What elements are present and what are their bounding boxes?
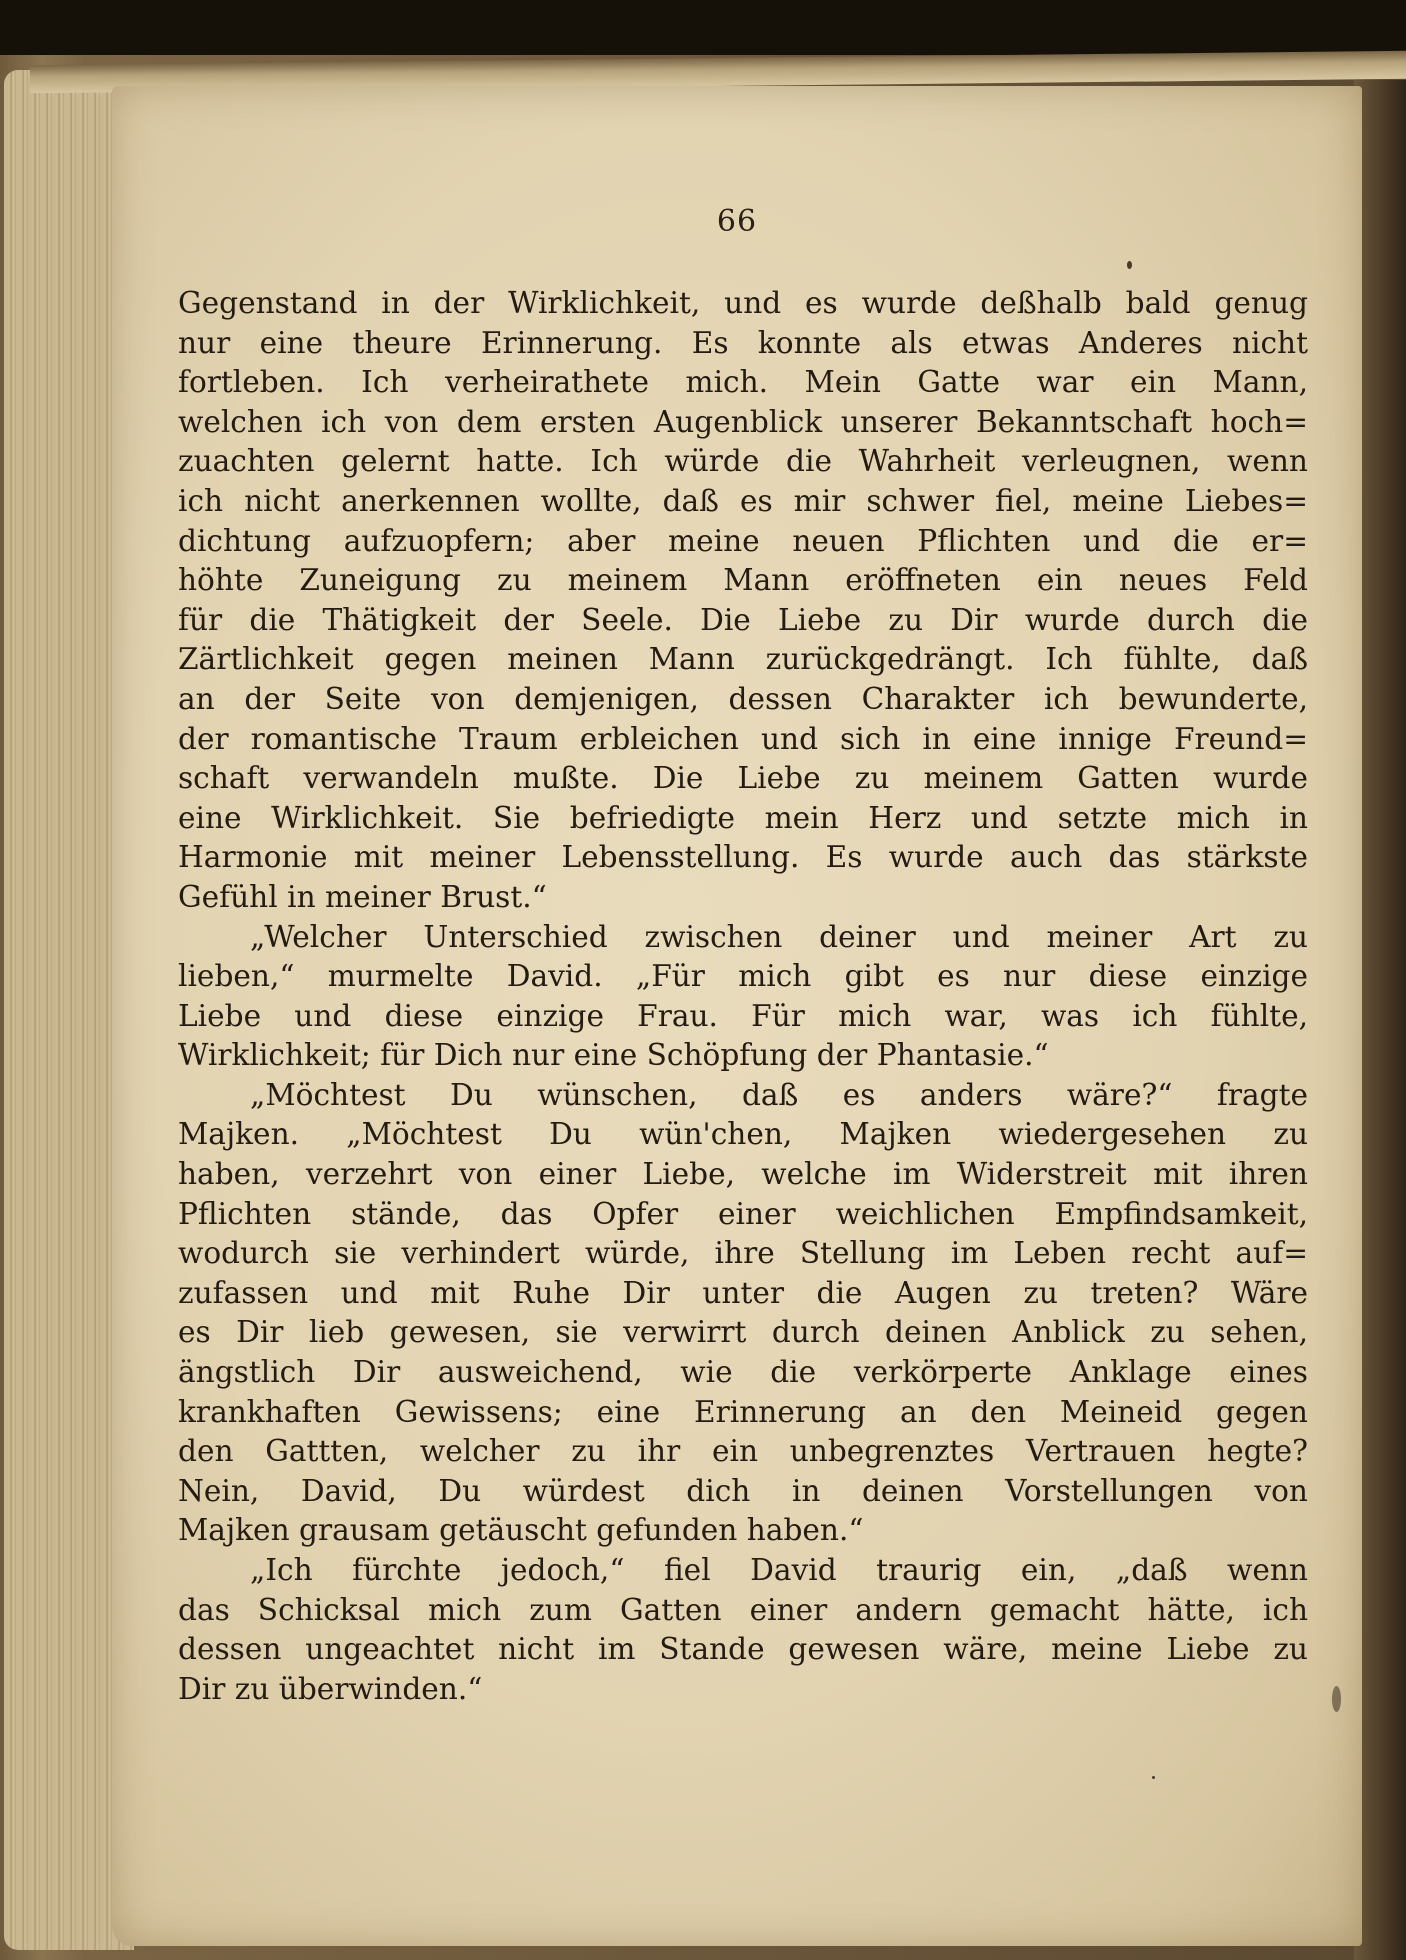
- text-line: ängstlich Dir ausweichend, wie die verkörperte Anklage eines: [178, 1355, 1308, 1390]
- text-line: Majken. „Möchtest Du wün'chen, Majken wiedergesehen zu: [178, 1117, 1308, 1152]
- text-line: Pflichten stände, das Opfer einer weichlichen Empfindsamkeit,: [178, 1196, 1308, 1231]
- text-line: „Welcher Unterschied zwischen deiner und meiner Art zu: [250, 919, 1308, 954]
- text-line: Nein, David, Du würdest dich in deinen Vorstellungen von: [178, 1473, 1308, 1508]
- paper-speck: [1127, 261, 1132, 269]
- text-line: eine Wirklichkeit. Sie befriedigte mein Herz und setzte mich in: [178, 800, 1308, 835]
- text-line: der romantische Traum erbleichen und sich in eine innige Freund=: [178, 721, 1308, 756]
- text-line: es Dir lieb gewesen, sie verwirrt durch deinen Anblick zu sehen,: [178, 1315, 1308, 1350]
- text-line: das Schicksal mich zum Gatten einer andern gemacht hätte, ich: [178, 1592, 1308, 1627]
- text-line: an der Seite von demjenigen, dessen Charakter ich bewunderte,: [178, 681, 1308, 716]
- text-line: welchen ich von dem ersten Augenblick unserer Bekanntschaft hoch=: [178, 404, 1308, 439]
- page-number: 66: [716, 204, 758, 239]
- text-line: zufassen und mit Ruhe Dir unter die Augen zu treten? Wäre: [178, 1275, 1308, 1310]
- text-line: krankhaften Gewissens; eine Erinnerung an den Meineid gegen: [178, 1394, 1308, 1429]
- text-line: dessen ungeachtet nicht im Stande gewesen wäre, meine Liebe zu: [178, 1632, 1308, 1667]
- text-line: für die Thätigkeit der Seele. Die Liebe zu Dir wurde durch die: [178, 602, 1308, 637]
- text-line: Gefühl in meiner Brust.“: [178, 879, 547, 914]
- text-line: Liebe und diese einzige Frau. Für mich war, was ich fühlte,: [178, 998, 1308, 1033]
- text-line: den Gattten, welcher zu ihr ein unbegrenztes Vertrauen hegte?: [178, 1434, 1308, 1469]
- text-line: Harmonie mit meiner Lebensstellung. Es wurde auch das stärkste: [178, 840, 1308, 875]
- paper-speck: [1152, 1776, 1155, 1779]
- text-line: höhte Zuneigung zu meinem Mann eröffneten ein neues Feld: [178, 563, 1308, 598]
- text-line: lieben,“ murmelte David. „Für mich gibt es nur diese einzige: [178, 959, 1308, 994]
- text-line: dichtung aufzuopfern; aber meine neuen Pflichten und die er=: [178, 523, 1308, 558]
- text-line: fortleben. Ich verheirathete mich. Mein Gatte war ein Mann,: [178, 365, 1308, 400]
- text-line: zuachten gelernt hatte. Ich würde die Wahrheit verleugnen, wenn: [178, 444, 1308, 479]
- text-line: „Ich fürchte jedoch,“ fiel David traurig ein, „daß wenn: [250, 1553, 1308, 1587]
- text-line: nur eine theure Erinnerung. Es konnte als etwas Anderes nicht: [178, 325, 1308, 360]
- text-line: Wirklichkeit; für Dich nur eine Schöpfung der Phantasie.“: [178, 1038, 1049, 1073]
- text-line: haben, verzehrt von einer Liebe, welche im Widerstreit mit ihren: [178, 1157, 1308, 1192]
- text-line: Zärtlichkeit gegen meinen Mann zurückgedrängt. Ich fühlte, daß: [178, 642, 1308, 677]
- text-line: „Möchtest Du wünschen, daß es anders wäre?“ fragte: [250, 1077, 1308, 1112]
- paper-speck: [1332, 1686, 1341, 1712]
- text-line: schaft verwandeln mußte. Die Liebe zu meinem Gatten wurde: [178, 761, 1308, 796]
- text-line: Dir zu überwinden.“: [178, 1671, 483, 1706]
- body-text: [178, 284, 1308, 1709]
- text-line: Gegenstand in der Wirklichkeit, und es wurde deßhalb bald genug: [178, 286, 1308, 320]
- text-line: wodurch sie verhindert würde, ihre Stellung im Leben recht auf=: [178, 1236, 1308, 1271]
- text-line: ich nicht anerkennen wollte, daß es mir schwer fiel, meine Liebes=: [178, 483, 1308, 518]
- text-line: Majken grausam getäuscht gefunden haben.“: [178, 1513, 864, 1548]
